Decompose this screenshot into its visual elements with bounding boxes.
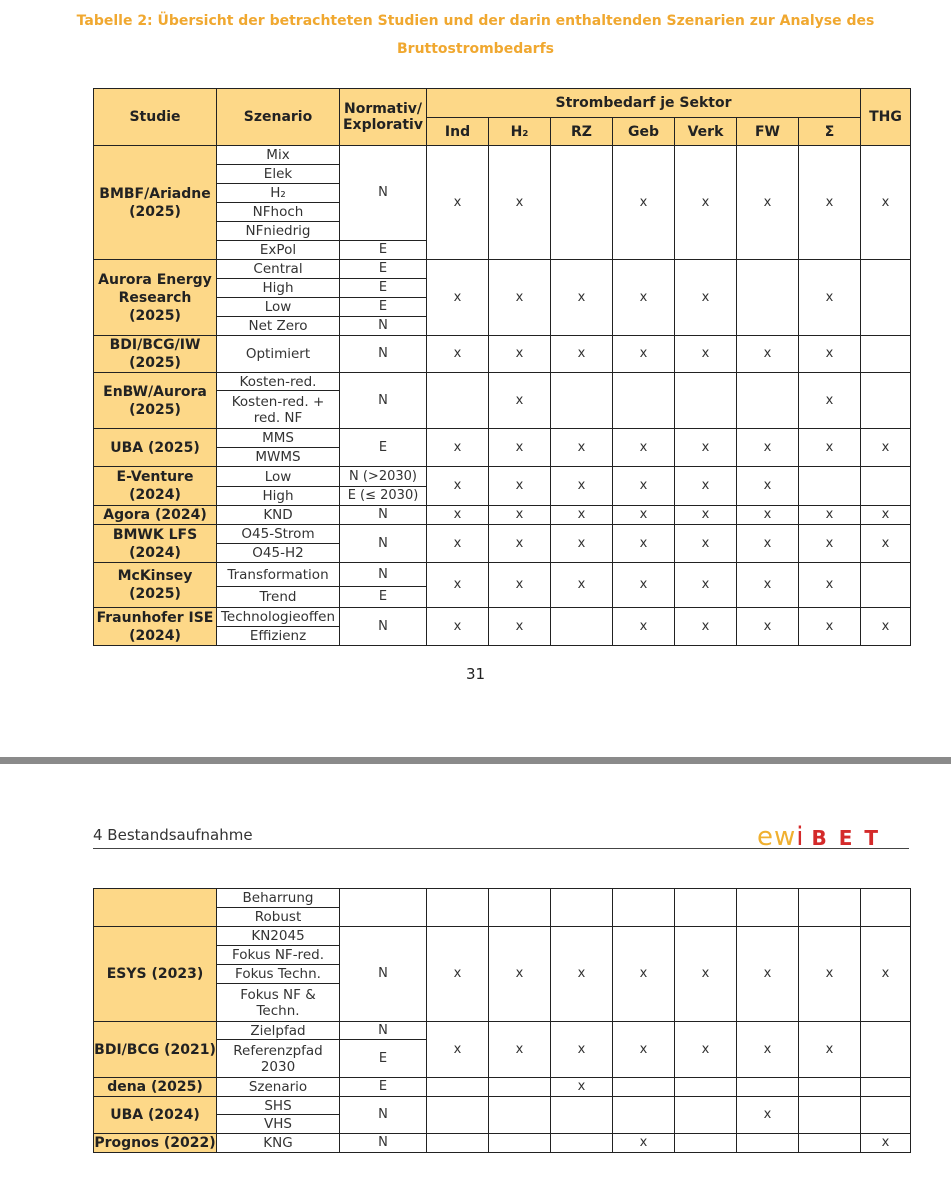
sector-mark — [799, 467, 861, 506]
study-name: BDI/BCG/IW (2025) — [94, 336, 217, 373]
scenario-name: Transformation — [217, 563, 340, 587]
sector-mark — [799, 889, 861, 927]
sector-mark — [551, 146, 613, 260]
sector-mark: x — [737, 927, 799, 1022]
normativ-explorativ-value: E — [340, 1078, 427, 1097]
sector-mark — [799, 1134, 861, 1153]
sector-mark: x — [489, 260, 551, 336]
sector-mark: x — [613, 467, 675, 506]
sector-mark — [427, 1134, 489, 1153]
study-name: Aurora Energy Research (2025) — [94, 260, 217, 336]
normativ-explorativ-value: E — [340, 260, 427, 279]
sector-mark: x — [551, 525, 613, 563]
scenario-name: Kosten-red. + red. NF — [217, 391, 340, 429]
sector-mark — [799, 1097, 861, 1134]
scenario-name: Beharrung — [217, 889, 340, 908]
logo-bet: BET — [811, 826, 891, 850]
sector-mark: x — [613, 927, 675, 1022]
sector-mark: x — [737, 506, 799, 525]
study-name: dena (2025) — [94, 1078, 217, 1097]
sector-mark: x — [675, 608, 737, 646]
sector-mark: x — [489, 525, 551, 563]
sector-mark: x — [799, 563, 861, 608]
sector-mark: x — [737, 525, 799, 563]
normativ-explorativ-value: N — [340, 563, 427, 587]
scenario-name: Net Zero — [217, 317, 340, 336]
normativ-explorativ-value — [340, 889, 427, 927]
table-row — [94, 1078, 911, 1097]
sector-mark — [551, 889, 613, 927]
page-separator — [0, 757, 951, 764]
sector-mark: x — [489, 506, 551, 525]
sector-mark — [427, 373, 489, 429]
sector-mark: x — [551, 563, 613, 608]
header-sector-2: RZ — [551, 118, 613, 146]
sector-mark: x — [551, 927, 613, 1022]
scenario-name: Fokus Techn. — [217, 965, 340, 984]
scenario-name: KNG — [217, 1134, 340, 1153]
sector-mark: x — [675, 429, 737, 467]
scenario-name: Zielpfad — [217, 1022, 340, 1040]
studies-table-page-32 — [93, 888, 911, 1153]
thg-mark — [861, 1022, 911, 1078]
table-row — [94, 467, 911, 487]
sector-mark — [675, 1078, 737, 1097]
normativ-explorativ-value: N — [340, 373, 427, 429]
thg-mark: x — [861, 1134, 911, 1153]
normativ-explorativ-value: N — [340, 317, 427, 336]
scenario-name: Low — [217, 467, 340, 487]
study-name: EnBW/Aurora (2025) — [94, 373, 217, 429]
sector-mark: x — [613, 525, 675, 563]
sector-mark: x — [675, 506, 737, 525]
scenario-name: Technologieoffen — [217, 608, 340, 627]
sector-mark: x — [799, 608, 861, 646]
sector-mark: x — [799, 525, 861, 563]
scenario-name: High — [217, 279, 340, 298]
sector-mark — [737, 1078, 799, 1097]
scenario-name: H₂ — [217, 184, 340, 203]
header-normativ: Normativ/ — [343, 101, 422, 117]
studies-table-page-31 — [93, 88, 911, 646]
sector-mark: x — [737, 1097, 799, 1134]
sector-mark: x — [551, 506, 613, 525]
table-row — [94, 889, 911, 908]
thg-mark — [861, 373, 911, 429]
sector-mark: x — [675, 525, 737, 563]
header-sector-0: Ind — [427, 118, 489, 146]
sector-mark: x — [427, 506, 489, 525]
header-szenario: Szenario — [217, 89, 340, 146]
sector-mark: x — [427, 260, 489, 336]
sector-mark: x — [489, 563, 551, 608]
sector-mark — [675, 1134, 737, 1153]
study-name: UBA (2025) — [94, 429, 217, 467]
study-name: BMWK LFS (2024) — [94, 525, 217, 563]
sector-mark — [551, 1097, 613, 1134]
sector-mark — [551, 1134, 613, 1153]
sector-mark: x — [489, 1022, 551, 1078]
sector-mark — [427, 889, 489, 927]
table-row — [94, 563, 911, 587]
sector-mark: x — [427, 467, 489, 506]
thg-mark — [861, 889, 911, 927]
sector-mark: x — [737, 336, 799, 373]
sector-mark: x — [675, 1022, 737, 1078]
sector-mark — [551, 608, 613, 646]
scenario-name: Szenario — [217, 1078, 340, 1097]
header-sector-6: Σ — [799, 118, 861, 146]
sector-mark: x — [427, 1022, 489, 1078]
sector-mark: x — [675, 927, 737, 1022]
thg-mark: x — [861, 429, 911, 467]
scenario-name: Central — [217, 260, 340, 279]
header-sector-4: Verk — [675, 118, 737, 146]
section-title: 4 Bestandsaufnahme — [93, 826, 253, 844]
study-name: BMBF/Ariadne (2025) — [94, 146, 217, 260]
sector-mark: x — [427, 429, 489, 467]
sector-mark: x — [427, 336, 489, 373]
study-name — [94, 889, 217, 927]
scenario-name: Robust — [217, 908, 340, 927]
normativ-explorativ-value: N — [340, 927, 427, 1022]
scenario-name: Effizienz — [217, 627, 340, 646]
normativ-explorativ-value: E — [340, 429, 427, 467]
scenario-name: Fokus NF-red. — [217, 946, 340, 965]
sector-mark: x — [551, 429, 613, 467]
table-row — [94, 146, 911, 165]
sector-mark: x — [675, 563, 737, 608]
scenario-name: Optimiert — [217, 336, 340, 373]
scenario-name: O45-H2 — [217, 544, 340, 563]
normativ-explorativ-value: N — [340, 1097, 427, 1134]
study-name: UBA (2024) — [94, 1097, 217, 1134]
sector-mark: x — [551, 1078, 613, 1097]
thg-mark — [861, 336, 911, 373]
scenario-name: MMS — [217, 429, 340, 448]
sector-mark: x — [551, 467, 613, 506]
normativ-explorativ-value: N — [340, 336, 427, 373]
header-sector-3: Geb — [613, 118, 675, 146]
table-row — [94, 260, 911, 279]
study-name: Agora (2024) — [94, 506, 217, 525]
sector-mark: x — [427, 927, 489, 1022]
sector-mark: x — [613, 146, 675, 260]
study-name: Fraunhofer ISE (2024) — [94, 608, 217, 646]
sector-mark — [675, 1097, 737, 1134]
sector-mark: x — [799, 146, 861, 260]
scenario-name: Low — [217, 298, 340, 317]
sector-mark: x — [551, 260, 613, 336]
sector-mark — [489, 1134, 551, 1153]
table-row — [94, 506, 911, 525]
scenario-name: High — [217, 487, 340, 506]
scenario-name: NFniedrig — [217, 222, 340, 241]
ewi-bet-logo — [757, 822, 890, 852]
sector-mark: x — [799, 336, 861, 373]
sector-mark: x — [489, 608, 551, 646]
sector-mark: x — [489, 336, 551, 373]
header-strombedarf-je-sektor: Strombedarf je Sektor — [427, 89, 861, 118]
table-row — [94, 336, 911, 373]
sector-mark: x — [675, 336, 737, 373]
header-explorativ: Explorativ — [342, 117, 423, 133]
sector-mark: x — [489, 146, 551, 260]
sector-mark: x — [675, 146, 737, 260]
scenario-name: Mix — [217, 146, 340, 165]
sector-mark: x — [489, 467, 551, 506]
sector-mark: x — [613, 506, 675, 525]
sector-mark: x — [613, 1134, 675, 1153]
thg-mark — [861, 467, 911, 506]
header-thg: THG — [861, 89, 911, 146]
study-name: ESYS (2023) — [94, 927, 217, 1022]
sector-mark: x — [613, 608, 675, 646]
logo-ewi: ew — [757, 822, 797, 852]
header-sector-1: H₂ — [489, 118, 551, 146]
normativ-explorativ-value: E — [340, 241, 427, 260]
normativ-explorativ-value: E — [340, 298, 427, 317]
sector-mark: x — [799, 927, 861, 1022]
table-row — [94, 927, 911, 946]
sector-mark — [427, 1097, 489, 1134]
scenario-name: Trend — [217, 587, 340, 608]
table-row — [94, 429, 911, 448]
thg-mark: x — [861, 146, 911, 260]
thg-mark: x — [861, 506, 911, 525]
sector-mark: x — [799, 373, 861, 429]
caption-line-1: Tabelle 2: Übersicht der betrachteten Studien und der darin enthaltenden Szenarien zur Analyse des — [76, 13, 875, 29]
study-name: BDI/BCG (2021) — [94, 1022, 217, 1078]
header-sector-5: FW — [737, 118, 799, 146]
thg-mark — [861, 1097, 911, 1134]
sector-mark — [489, 1097, 551, 1134]
normativ-explorativ-value: N — [340, 146, 427, 241]
scenario-name: VHS — [217, 1115, 340, 1134]
sector-mark: x — [799, 506, 861, 525]
thg-mark: x — [861, 927, 911, 1022]
normativ-explorativ-value: N — [340, 1134, 427, 1153]
normativ-explorativ-value: N — [340, 506, 427, 525]
sector-mark — [613, 1097, 675, 1134]
table-row — [94, 373, 911, 391]
normativ-explorativ-value: E — [340, 587, 427, 608]
sector-mark: x — [489, 927, 551, 1022]
sector-mark — [737, 260, 799, 336]
thg-mark — [861, 260, 911, 336]
sector-mark — [489, 889, 551, 927]
table-row — [94, 1022, 911, 1040]
scenario-name: KND — [217, 506, 340, 525]
thg-mark: x — [861, 608, 911, 646]
header-normativ-explorativ — [340, 89, 427, 146]
sector-mark: x — [737, 563, 799, 608]
normativ-explorativ-value: N — [340, 608, 427, 646]
sector-mark — [675, 889, 737, 927]
scenario-name: Referenzpfad 2030 — [217, 1040, 340, 1078]
scenario-name: Kosten-red. — [217, 373, 340, 391]
sector-mark: x — [427, 525, 489, 563]
sector-mark — [551, 373, 613, 429]
sector-mark — [613, 1078, 675, 1097]
sector-mark: x — [799, 429, 861, 467]
caption-line-2: Bruttostrombedarfs — [397, 41, 554, 57]
thg-mark: x — [861, 525, 911, 563]
scenario-name: KN2045 — [217, 927, 340, 946]
sector-mark: x — [489, 429, 551, 467]
sector-mark: x — [613, 429, 675, 467]
scenario-name: ExPol — [217, 241, 340, 260]
sector-mark: x — [737, 467, 799, 506]
sector-mark: x — [737, 146, 799, 260]
sector-mark: x — [737, 608, 799, 646]
thg-mark — [861, 1078, 911, 1097]
sector-mark — [613, 373, 675, 429]
scenario-name: Elek — [217, 165, 340, 184]
sector-mark: x — [489, 373, 551, 429]
table-row — [94, 525, 911, 544]
sector-mark — [427, 1078, 489, 1097]
sector-mark: x — [675, 467, 737, 506]
study-name: Prognos (2022) — [94, 1135, 216, 1151]
sector-mark — [737, 889, 799, 927]
sector-mark — [737, 1134, 799, 1153]
page-number: 31 — [465, 665, 486, 683]
sector-mark — [737, 373, 799, 429]
normativ-explorativ-value: N — [340, 525, 427, 563]
sector-mark: x — [427, 146, 489, 260]
scenario-name: MWMS — [217, 448, 340, 467]
normativ-explorativ-value: N — [340, 1022, 427, 1040]
scenario-name: SHS — [217, 1097, 340, 1115]
sector-mark: x — [799, 1022, 861, 1078]
study-name: E-Venture (2024) — [94, 467, 217, 506]
table-caption — [0, 7, 951, 63]
scenario-name: Fokus NF & Techn. — [217, 984, 340, 1022]
sector-mark — [799, 1078, 861, 1097]
sector-mark: x — [737, 429, 799, 467]
normativ-explorativ-value: E (≤ 2030) — [340, 487, 427, 506]
study-name: McKinsey (2025) — [94, 563, 217, 608]
scenario-name: O45-Strom — [217, 525, 340, 544]
sector-mark: x — [613, 563, 675, 608]
sector-mark — [675, 373, 737, 429]
sector-mark — [613, 889, 675, 927]
normativ-explorativ-value: E — [340, 279, 427, 298]
table-row — [94, 1134, 911, 1153]
sector-mark: x — [613, 336, 675, 373]
normativ-explorativ-value: E — [340, 1040, 427, 1078]
sector-mark: x — [799, 260, 861, 336]
normativ-explorativ-value: N (>2030) — [340, 467, 427, 487]
sector-mark: x — [613, 260, 675, 336]
sector-mark — [489, 1078, 551, 1097]
thg-mark — [861, 563, 911, 608]
sector-mark: x — [613, 1022, 675, 1078]
table-row — [94, 1097, 911, 1115]
logo-ewi-i: i — [796, 822, 804, 852]
sector-mark: x — [551, 336, 613, 373]
sector-mark: x — [427, 563, 489, 608]
sector-mark: x — [427, 608, 489, 646]
sector-mark: x — [737, 1022, 799, 1078]
table-row — [94, 608, 911, 627]
sector-mark: x — [675, 260, 737, 336]
scenario-name: NFhoch — [217, 203, 340, 222]
sector-mark: x — [551, 1022, 613, 1078]
header-studie: Studie — [94, 89, 217, 146]
